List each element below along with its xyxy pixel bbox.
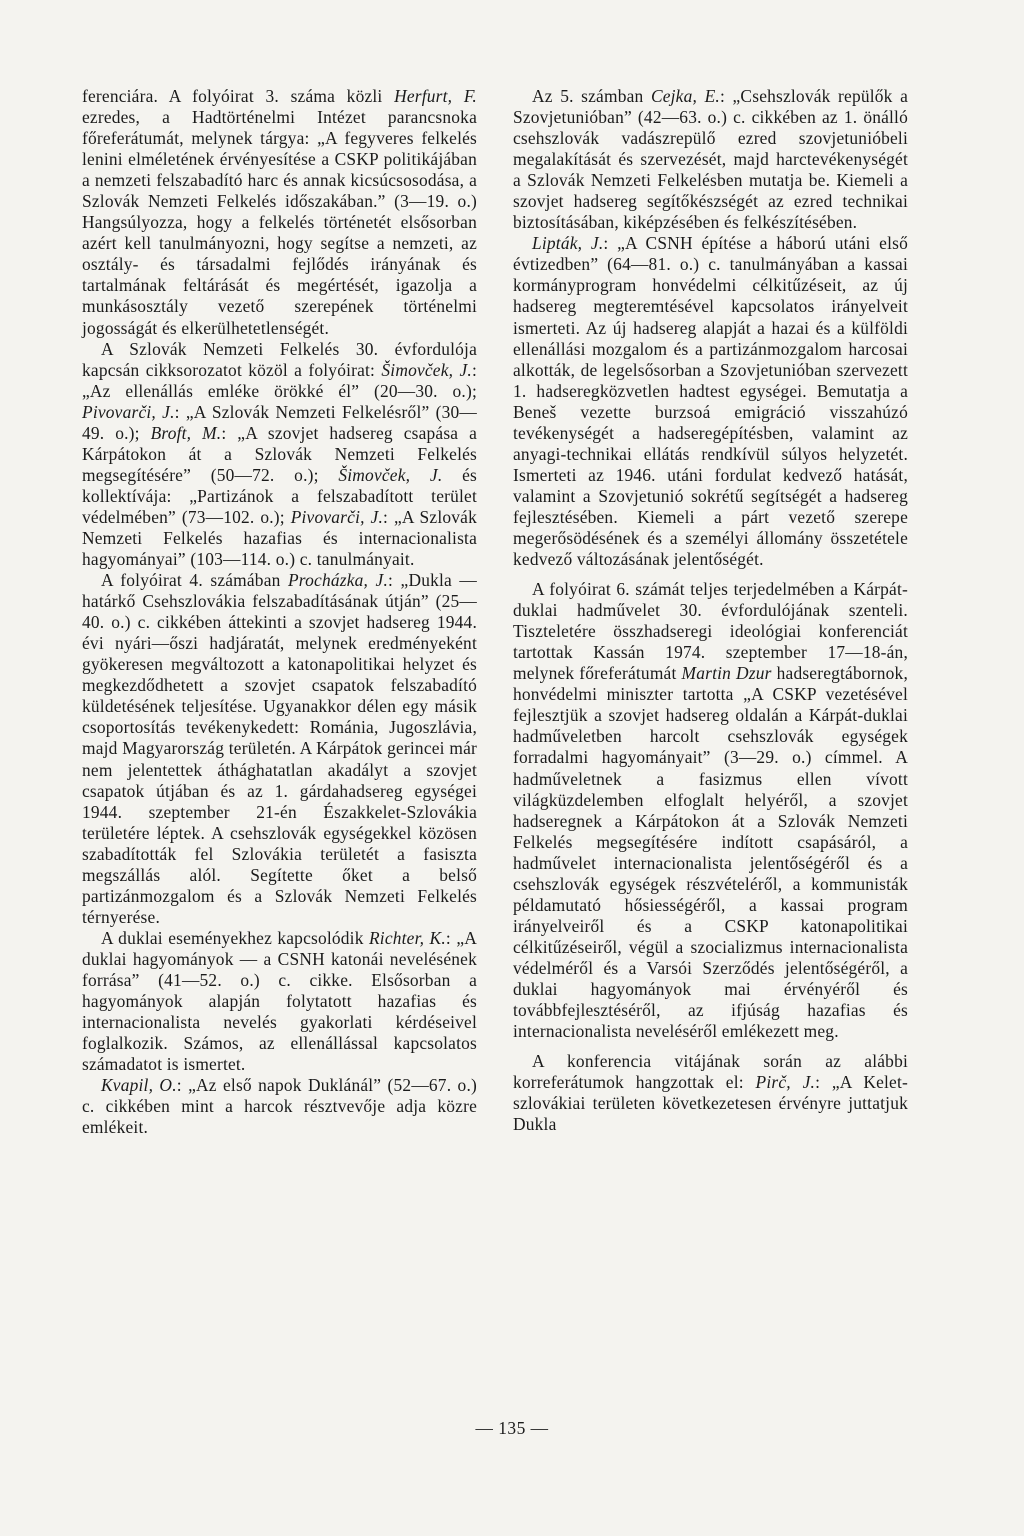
author-name: Martin Dzur: [681, 663, 772, 684]
paragraph-text: : „Csehszlovák repülők a Szovjetunióban” (42—63. o.) c. cikkében az 1. önálló csehszlovák vadászrepülő ezred szovjetunióbeli megalakítását és szervezését, majd harctevékenységét a Szlovák Nemzeti Felkelésben mutatja be. Kiemeli a szovjet hadsereg segítőkészségét az ezred technikai biztosításában, kiképzésében és felkészítésében.: [513, 86, 909, 233]
author-name: Kvapil, O.: [101, 1075, 177, 1096]
article-paragraph: [82, 570, 477, 928]
article-paragraph: [513, 86, 908, 233]
paragraph-text: : „A Szlovák Nemzeti Felkelésről” (30—49. o.);: [82, 401, 477, 443]
paragraph-text: : „Dukla — határkő Csehszlovákia felszabadításának útján” (25—40. o.) c. cikkében áttekinti a szovjet hadsereg 1944. évi nyári—őszi hadjáratát, melynek eredményeként gyökeresen megváltozott a katonapolitikai helyzet és megkezdődhetett a szovjet csapatok felszabadító küldetésének teljesítése. Ugyanakkor délen egy másik csoportosítás tevékenykedett: Románia, Jugoszlávia, majd Magyarország területén. A Kárpátok gerincei már nem jelentettek áthághatatlan akadályt a szovjet csapatok útjában és az 1. gárdahadsereg egységei 1944. szeptember 21-én Északkelet-Szlovákia területére léptek. A csehszlovák egységekkel közösen szabadították fel Szlovákia területét a fasiszta megszállás alól. Segítette őket a belső partizánmozgalom és a Szlovák Nemzeti Felkelés térnyerése.: [82, 570, 478, 927]
paragraph-text: A folyóirat 4. számában: [101, 570, 288, 591]
paragraph-text: : „A szovjet hadsereg csapása a Kárpátokon át a Szlovák Nemzeti Felkelés megsegítésére” (50—72. o.);: [82, 422, 478, 485]
author-name: Šimovček, J.: [338, 464, 443, 485]
author-name: Pivovarči, J.: [290, 506, 384, 527]
paragraph-text: ferenciára. A folyóirat 3. száma közli: [82, 86, 395, 106]
paragraph-text: ezredes, a Hadtörténelmi Intézet parancsnoka főreferátumát, melynek tárgya: „A fegyveres felkelés lenini elméletének érvényesítése a CSKP politikájában a nemzeti felszabadító harc és annak kicsúcsosodása, a Szlovák Nemzeti Felkelés időszakában.” (3—19. o.) Hangsúlyozza, hogy a felkelés történetét elsősorban azért kell tanulmányozni, hogy segítse a nemzeti, az osztály- és társadalmi fejlődés irányának és tartalmának feltárását és megértését, igazolja a munkásosztály vezető szerepének történelmi jogosságát és elkerülhetetlenségét.: [82, 107, 477, 338]
article-paragraph: [513, 233, 908, 570]
article-paragraph: [513, 579, 908, 1042]
paragraph-text: : „A Kelet-szlovákiai területen következetesen érvényre juttatjuk Dukla: [513, 1072, 908, 1135]
paragraph-text: és kollektívája: „Partizánok a felszabadított terület védelmében” (73—102. o.);: [82, 464, 477, 527]
author-name: Broft, M.: [150, 422, 222, 443]
paragraph-text: : „Az ellenállás emléke örökké él” (20—30. o.);: [82, 359, 477, 401]
paragraph-text: A konferencia vitájának során az alábbi korreferátumok hangzottak el:: [513, 1051, 908, 1093]
paragraph-text: A folyóirat 6. számát teljes terjedelmében a Kárpát-duklai hadművelet 30. évfordulójának szenteli. Tiszteletére összhadseregi ideológiai konferenciát tartottak Kassán 1974. szeptember 17—18-án, melynek főreferátumát: [513, 579, 908, 684]
paragraph-text: : „Az első napok Duklánál” (52—67. o.) c. cikkében mint a harcok résztvevője adja közre emlékeit.: [82, 1075, 477, 1138]
paragraph-text: : „A CSNH építése a háború utáni első évtizedben” (64—81. o.) c. tanulmányában a kassai kormányprogram honvédelmi célkitűzéseit, az új hadsereg megteremtésével kapcsolatos irányelveit ismerteti. Az új hadsereg alapját a hazai és a külföldi ellenállási mozgalom és a partizánmozgalom harcosai alkották, de legelsősorban a Szovjetunióban szervezett 1. hadseregközvetlen hadtest egységei. Bemutatja a Beneš vezette burzsoá emigráció visszahúzó tevékenységét a hadseregépítésben, valamint az anyagi-technikai ellátás rendkívül súlyos helyzetét. Ismerteti az 1946. utáni fordulat kedvező hatását, valamint a Szovjetunió sokrétű segítségét a hadsereg fejlesztésében. Kiemeli a párt vezető szerepe megerősödésének és a személyi állomány összetétele kedvező változásának jelentőségét.: [513, 233, 908, 570]
author-name: Herfurt, F.: [394, 86, 477, 106]
article-paragraph: [82, 928, 477, 1075]
article-paragraph: [82, 86, 477, 339]
article-paragraph: [513, 1051, 908, 1135]
paragraph-text: A duklai eseményekhez kapcsolódik: [101, 927, 369, 948]
author-name: Lipták, J.: [532, 233, 604, 254]
article-paragraph: [82, 339, 477, 571]
author-name: Richter, K.: [368, 927, 446, 948]
author-name: Procházka, J.: [287, 570, 389, 591]
author-name: Šimovček, J.: [381, 359, 472, 380]
paragraph-text: hadseregtábornok, honvédelmi miniszter tartotta „A CSKP vezetésével fejlesztjük a szovjet hadsereg oldalán a Kárpát-duklai hadműveletben harcolt csehszlovák egységek forradalmi hagyományait” (3—29. o.) címmel. A hadműveletnek a fasizmus ellen vívott világküzdelemben elfoglalt helyéről, a szovjet hadseregnek a Kárpátokon át a Szlovák Nemzeti Felkelés megsegítésére indított csapásáról, a hadművelet internacionalista jelentőségéről és a csehszlovák egységek részvételéről, a kommunisták példamutató hősiességéről, a kassai program irányelveiről és a CSKP katonapolitikai célkitűzéseiről, végül a szocializmus internacionalista védelméről és a Varsói Szerződés jelentőségéről, a duklai hagyományok mai érvényéről és továbbfejlesztéséről, az ifjúság hazafias és internacionalista neveléséről emlékezett meg.: [513, 663, 908, 1042]
right-text-column: [513, 86, 908, 1135]
article-paragraph: [82, 1075, 477, 1138]
page-number: — 135 —: [475, 1418, 549, 1438]
author-name: Cejka, E.: [650, 86, 720, 106]
left-text-column: [82, 86, 477, 1138]
paragraph-text: : „A duklai hagyományok — a CSNH katonái nevelésének forrása” (41—52. o.) c. cikke. Elsősorban a hagyományok alapján folytatott hazafias és internacionalista nevelés gyakorlati kérdéseivel foglalkozik. Számos, az ellenállással kapcsolatos számadatot is ismertet.: [82, 927, 478, 1075]
paragraph-text: : „A Szlovák Nemzeti Felkelés hazafias és internacionalista hagyományai” (103—114. o.) c. tanulmányait.: [82, 506, 477, 570]
author-name: Pivovarči, J.: [82, 401, 175, 422]
paragraph-text: A Szlovák Nemzeti Felkelés 30. évfordulója kapcsán cikksorozatot közöl a folyóirat:: [82, 338, 477, 380]
author-name: Pirč, J.: [755, 1072, 816, 1093]
paragraph-text: Az 5. számban: [532, 86, 651, 106]
